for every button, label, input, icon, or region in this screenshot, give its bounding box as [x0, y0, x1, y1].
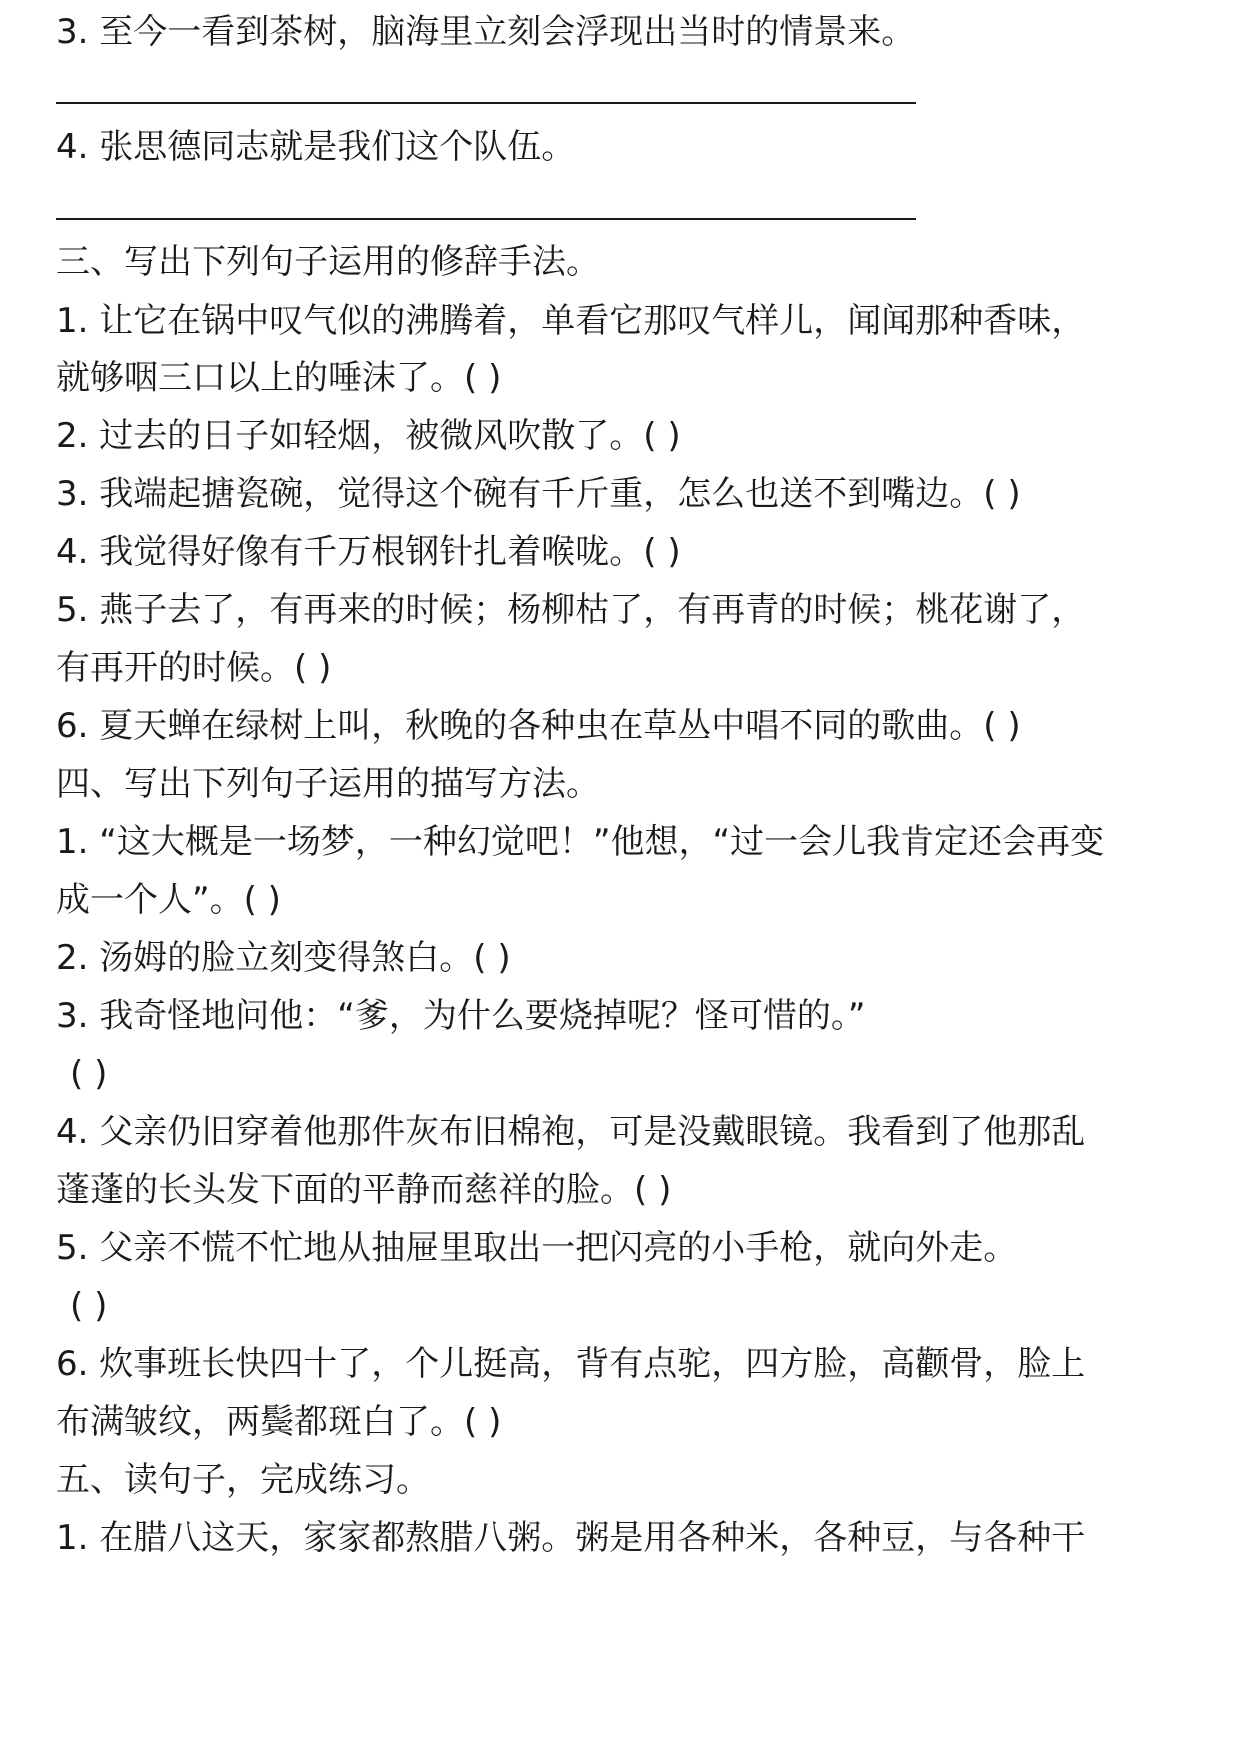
question-line: 4. 我觉得好像有千万根钢针扎着喉咙。( ): [56, 532, 681, 572]
question-line: 1. “这大概是一场梦，一种幻觉吧！”他想，“过一会儿我肯定还会再变: [56, 822, 1105, 862]
question-line: 6. 夏天蝉在绿树上叫，秋晚的各种虫在草丛中唱不同的歌曲。( ): [56, 706, 1021, 746]
question-line: 5. 父亲不慌不忙地从抽屉里取出一把闪亮的小手枪，就向外走。: [56, 1228, 1018, 1268]
question-line: 1. 让它在锅中叹气似的沸腾着，单看它那叹气样儿，闻闻那种香味，: [56, 301, 1086, 341]
question-line: ( ): [70, 1054, 108, 1094]
question-line: 蓬蓬的长头发下面的平静而慈祥的脸。( ): [56, 1170, 672, 1210]
question-line: 2. 过去的日子如轻烟，被微风吹散了。( ): [56, 416, 681, 456]
question-line: 4. 张思德同志就是我们这个队伍。: [56, 127, 576, 167]
question-line: 成一个人”。( ): [56, 880, 281, 920]
answer-rule: [56, 102, 916, 104]
question-line: 3. 我奇怪地问他：“爹，为什么要烧掉呢？怪可惜的。”: [56, 996, 866, 1036]
question-line: 6. 炊事班长快四十了，个儿挺高，背有点驼，四方脸，高颧骨，脸上: [56, 1344, 1086, 1384]
section-heading: 四、写出下列句子运用的描写方法。: [56, 764, 600, 804]
question-line: ( ): [70, 1286, 108, 1326]
question-line: 3. 我端起搪瓷碗，觉得这个碗有千斤重，怎么也送不到嘴边。( ): [56, 474, 1021, 514]
question-line: 4. 父亲仍旧穿着他那件灰布旧棉袍，可是没戴眼镜。我看到了他那乱: [56, 1112, 1086, 1152]
question-line: 布满皱纹，两鬓都斑白了。( ): [56, 1402, 502, 1442]
question-line: 就够咽三口以上的唾沫了。( ): [56, 358, 502, 398]
section-heading: 五、读句子，完成练习。: [56, 1460, 430, 1500]
question-line: 1. 在腊八这天，家家都熬腊八粥。粥是用各种米，各种豆，与各种干: [56, 1518, 1086, 1558]
answer-rule: [56, 218, 916, 220]
question-line: 2. 汤姆的脸立刻变得煞白。( ): [56, 938, 511, 978]
question-line: 3. 至今一看到茶树，脑海里立刻会浮现出当时的情景来。: [56, 12, 916, 52]
section-heading: 三、写出下列句子运用的修辞手法。: [56, 242, 600, 282]
question-line: 5. 燕子去了，有再来的时候；杨柳枯了，有再青的时候；桃花谢了，: [56, 590, 1086, 630]
question-line: 有再开的时候。( ): [56, 648, 332, 688]
